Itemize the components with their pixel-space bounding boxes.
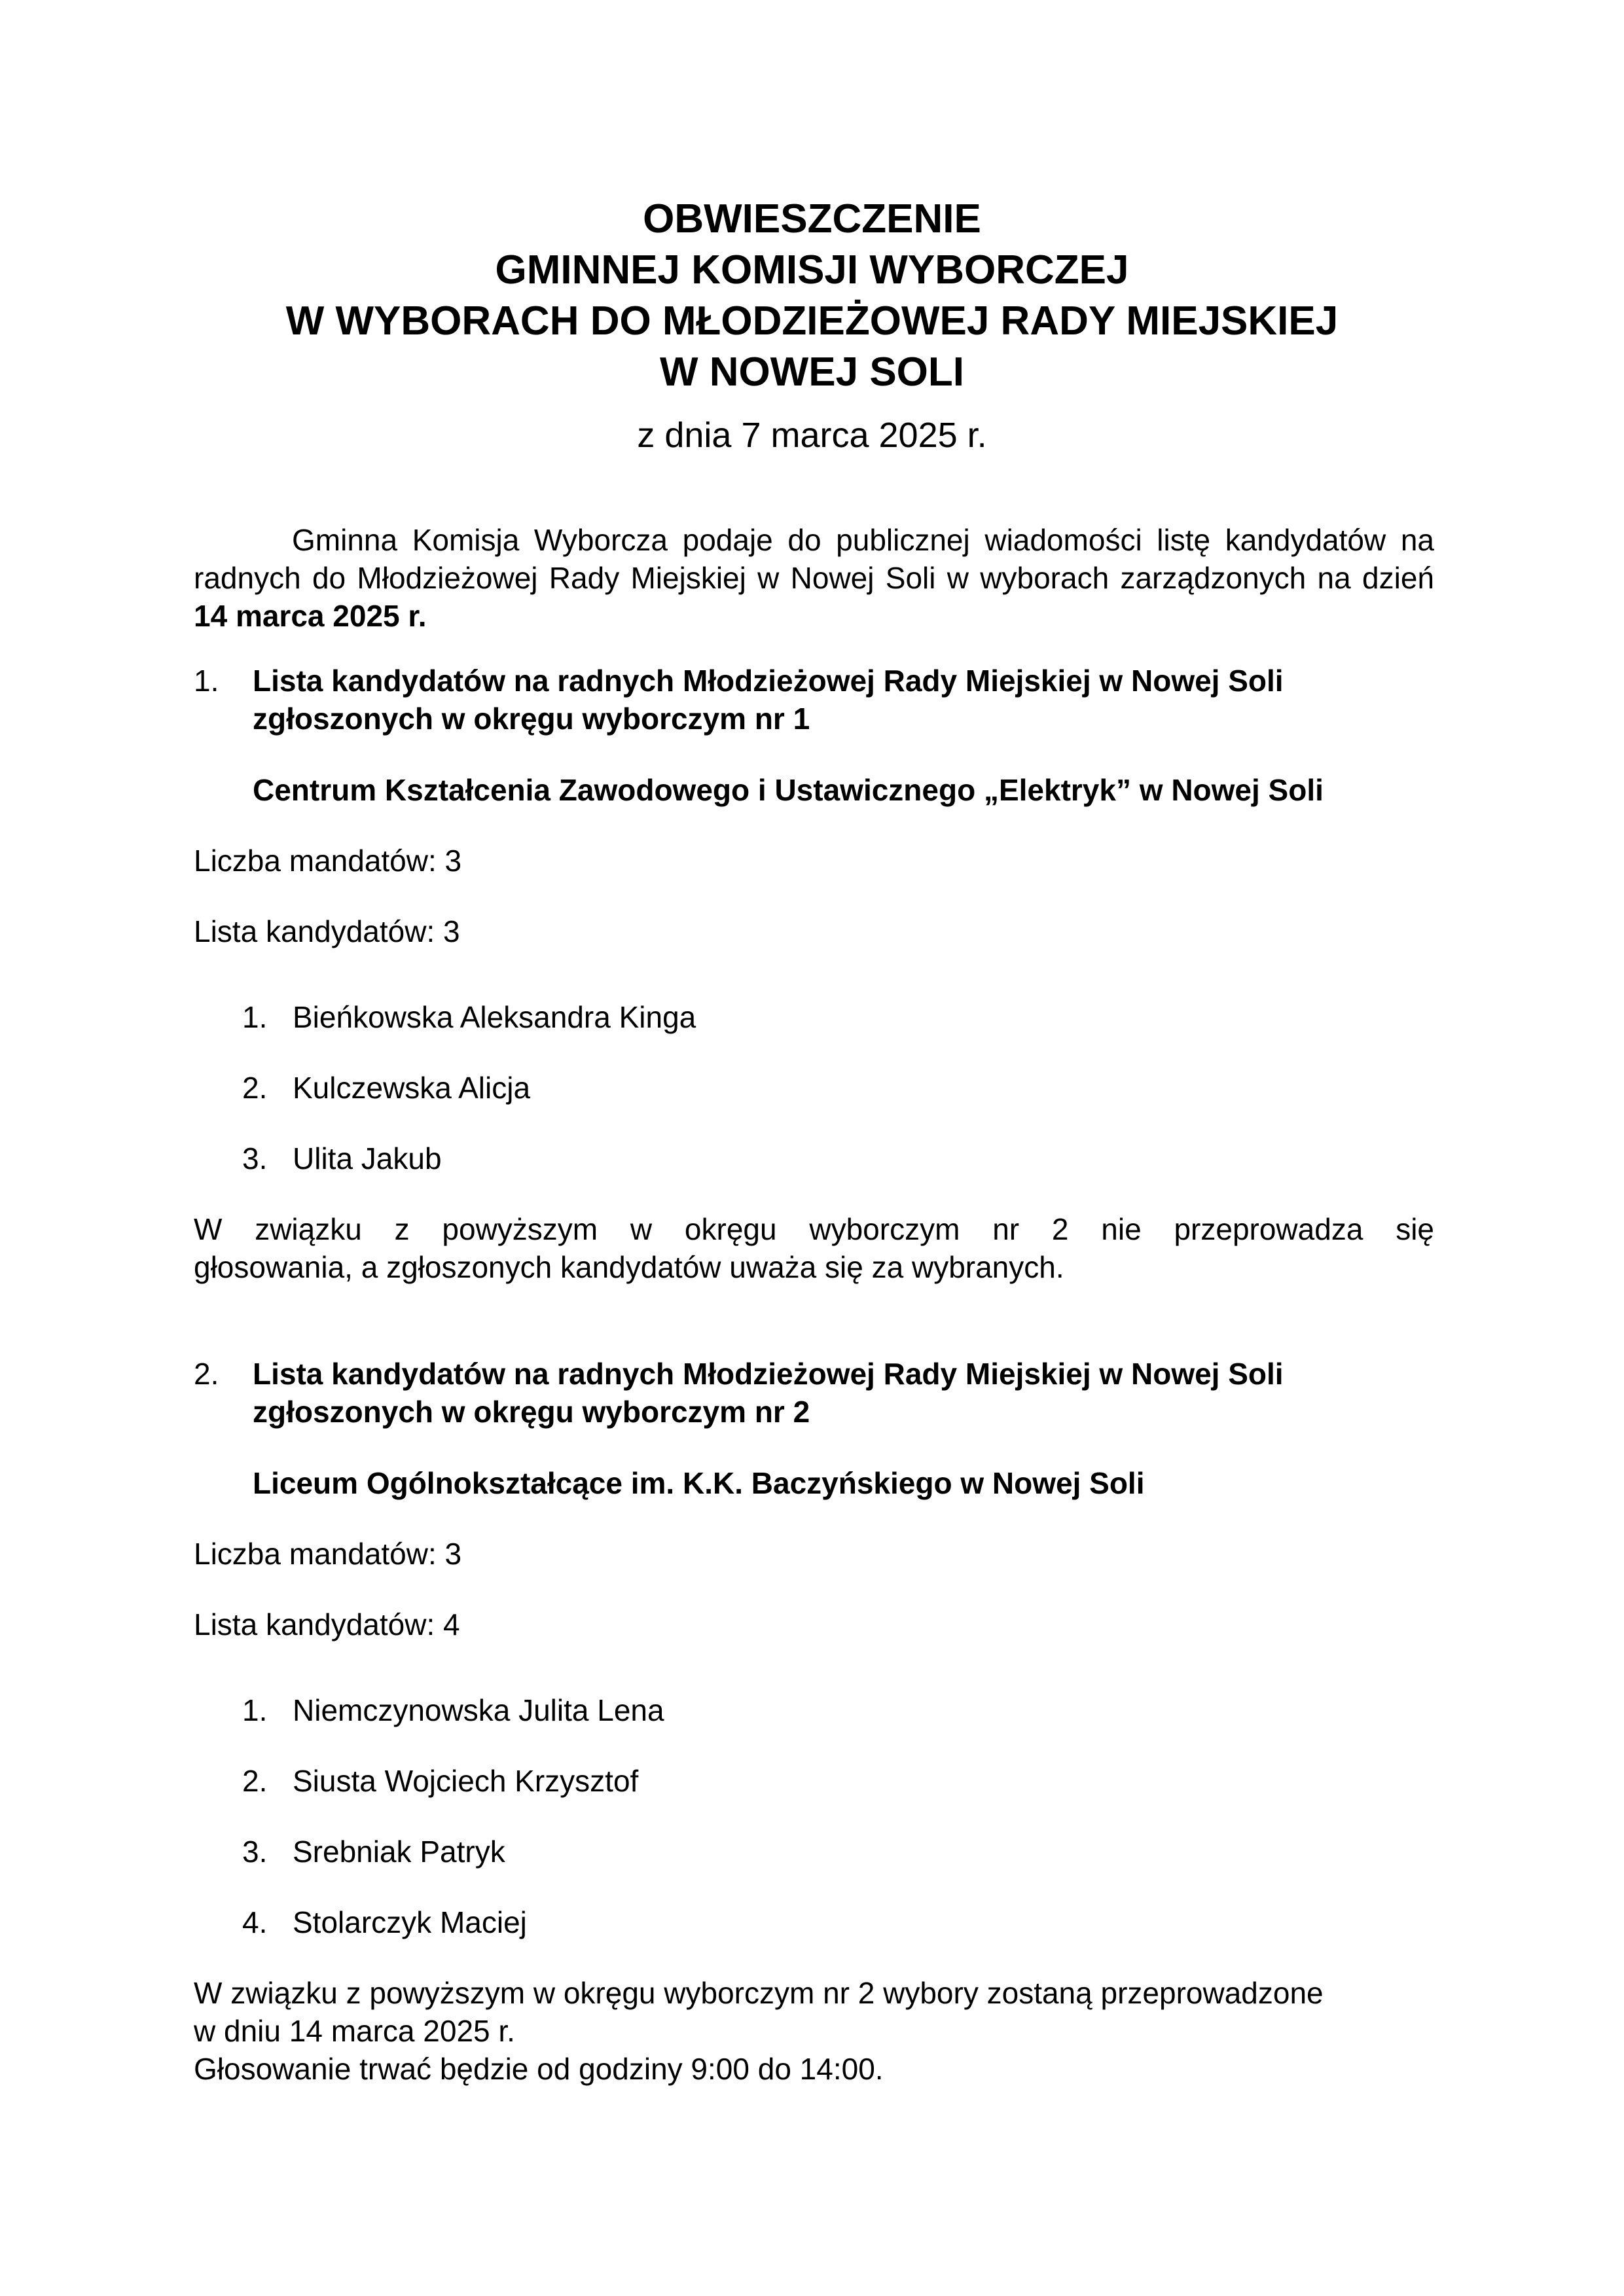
section-2-number: 2. [194, 1357, 219, 1391]
section-1-number: 1. [194, 664, 219, 698]
section-2-note-line-1: W związku z powyższym w okręgu wyborczym nr 2 wybory zostaną przeprowadzone [194, 1976, 1324, 2010]
section-1-mandates: Liczba mandatów: 3 [194, 844, 462, 878]
candidate-number: 4. [242, 1905, 268, 1939]
section-1-school: Centrum Kształcenia Zawodowego i Ustawicznego „Elektryk” w Nowej Soli [253, 773, 1324, 807]
intro-election-date: 14 marca 2025 r. [194, 599, 427, 633]
section-2-school: Liceum Ogólnokształcące im. K.K. Baczyńskiego w Nowej Soli [253, 1466, 1145, 1500]
candidate-number: 1. [242, 1000, 268, 1034]
candidate-number: 2. [242, 1071, 268, 1105]
candidate-name: Siusta Wojciech Krzysztof [293, 1764, 639, 1798]
section-1-candidates-count: Lista kandydatów: 3 [194, 914, 460, 948]
title-line-2: GMINNEJ KOMISJI WYBORCZEJ [495, 247, 1129, 293]
document-title [0, 194, 1624, 398]
section-2-note-line-2: w dniu 14 marca 2025 r. [194, 2014, 515, 2048]
candidate-name: Bieńkowska Aleksandra Kinga [293, 1000, 696, 1034]
candidate-name: Stolarczyk Maciej [293, 1905, 527, 1939]
section-1-note-line-2: głosowania, a zgłoszonych kandydatów uważa się za wybranych. [194, 1250, 1064, 1284]
section-1-note-line-1: W związku z powyższym w okręgu wyborczym nr 2 nie przeprowadza się [194, 1212, 1434, 1246]
candidate-name: Kulczewska Alicja [293, 1071, 531, 1105]
candidate-number: 1. [242, 1693, 268, 1727]
candidate-name: Niemczynowska Julita Lena [293, 1693, 664, 1727]
intro-text: Gminna Komisja Wyborcza podaje do publicznej wiadomości listę kandydatów na radnych do Młodzieżowej Rady Miejskiej w Nowej Soli w wyborach zarządzonych na dzień [194, 523, 1434, 595]
intro-paragraph [194, 521, 1434, 635]
title-line-3: W WYBORACH DO MŁODZIEŻOWEJ RADY MIEJSKIEJ [285, 298, 1339, 344]
section-2-note-line-3: Głosowanie trwać będzie od godziny 9:00 do 14:00. [194, 2052, 884, 2086]
title-line-4: W NOWEJ SOLI [660, 350, 964, 395]
title-line-1: OBWIESZCZENIE [643, 196, 981, 242]
section-2-candidates-count: Lista kandydatów: 4 [194, 1607, 460, 1641]
section-2-title: Lista kandydatów na radnych Młodzieżowej Rady Miejskiej w Nowej Soli zgłoszonych w okręgu wyborczym nr 2 [253, 1357, 1284, 1429]
candidate-name: Ulita Jakub [293, 1141, 442, 1175]
document-date: z dnia 7 marca 2025 r. [637, 416, 987, 455]
candidate-number: 3. [242, 1835, 268, 1869]
section-2-mandates: Liczba mandatów: 3 [194, 1537, 462, 1571]
candidate-name: Srebniak Patryk [293, 1835, 505, 1869]
candidate-number: 3. [242, 1141, 268, 1175]
section-1-title: Lista kandydatów na radnych Młodzieżowej Rady Miejskiej w Nowej Soli zgłoszonych w okręgu wyborczym nr 1 [253, 664, 1284, 736]
candidate-number: 2. [242, 1764, 268, 1798]
